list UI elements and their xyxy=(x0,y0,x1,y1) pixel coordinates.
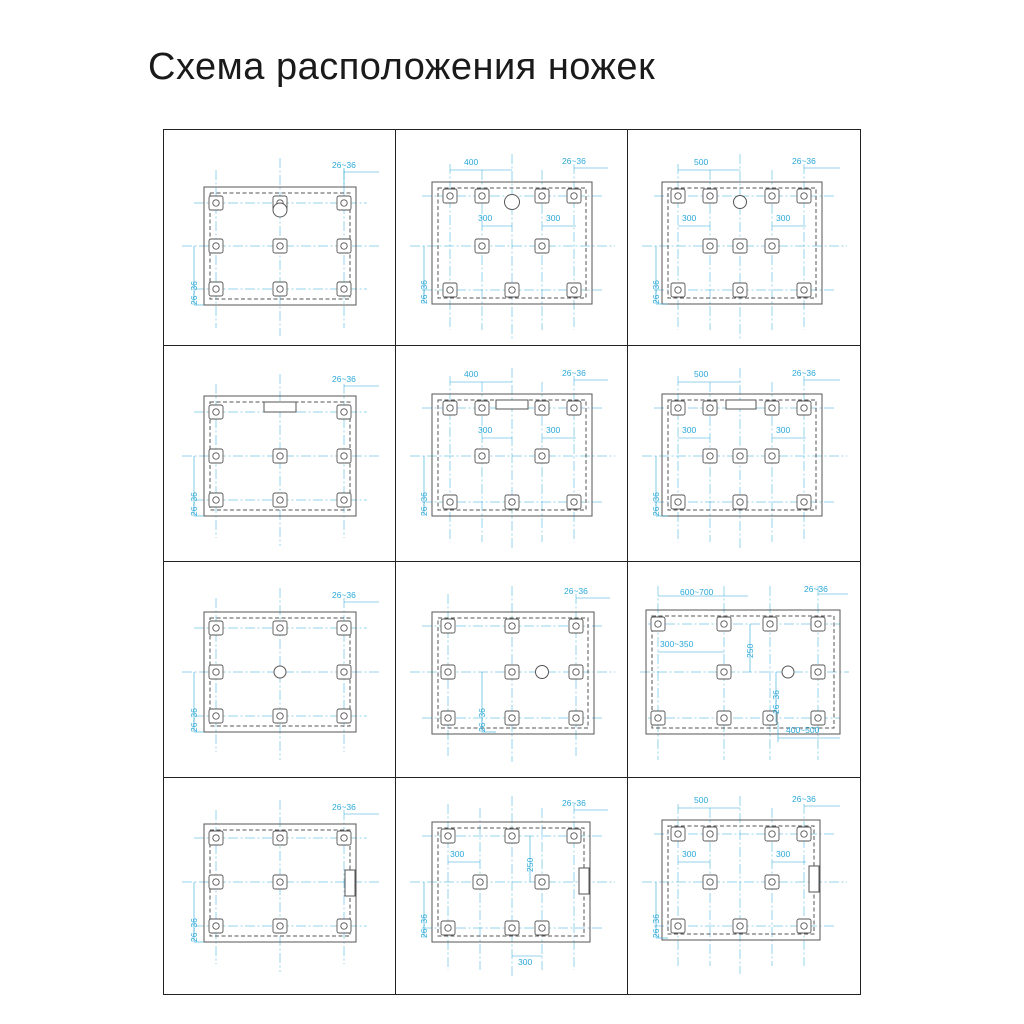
dim-label: 26~36 xyxy=(562,798,586,808)
dim-label: 250 xyxy=(525,857,535,872)
dim-label: 300 xyxy=(682,213,697,223)
schema-cell-1 xyxy=(164,130,396,346)
drawing-cell-11 xyxy=(396,778,627,994)
dim-label: 500 xyxy=(694,795,709,805)
dim-label: 26~36 xyxy=(477,708,487,732)
dim-label: 300 xyxy=(682,849,697,859)
dim-label: 26~36 xyxy=(419,280,429,304)
schema-cell-9 xyxy=(628,562,860,778)
dim-label: 26~36 xyxy=(792,156,816,166)
dim-label: 26~36 xyxy=(562,368,586,378)
drawing-cell-5 xyxy=(396,346,627,561)
dim-label: 300 xyxy=(776,849,791,859)
dim-label: 26~36 xyxy=(562,156,586,166)
schema-cell-3 xyxy=(628,130,860,346)
dim-label: 26~36 xyxy=(792,368,816,378)
dim-label: 26~36 xyxy=(189,492,199,516)
drawing-cell-3 xyxy=(628,130,860,345)
drawing-cell-6 xyxy=(628,346,860,561)
drawing-cell-1 xyxy=(164,130,395,345)
schema-cell-4 xyxy=(164,346,396,562)
dim-label: 300 xyxy=(518,957,533,967)
dim-label: 26~36 xyxy=(804,584,828,594)
drawing-cell-10 xyxy=(164,778,395,994)
schema-cell-12 xyxy=(628,778,860,994)
drawing-cell-8 xyxy=(396,562,627,777)
drawing-cell-7 xyxy=(164,562,395,777)
dim-label: 26~36 xyxy=(419,492,429,516)
drawing-cell-9 xyxy=(628,562,860,777)
dim-label: 300 xyxy=(478,213,493,223)
dim-label: 26~36 xyxy=(564,586,588,596)
schema-cell-2 xyxy=(396,130,628,346)
schema-cell-10 xyxy=(164,778,396,994)
dim-label: 26~36 xyxy=(651,280,661,304)
schema-cell-11 xyxy=(396,778,628,994)
dim-label: 300 xyxy=(546,425,561,435)
dim-label: 26~36 xyxy=(332,802,356,812)
page-title: Схема расположения ножек xyxy=(148,46,656,88)
dim-label: 300 xyxy=(776,213,791,223)
dim-label: 400 xyxy=(464,157,479,167)
drawing-cell-2 xyxy=(396,130,627,345)
schema-cell-5 xyxy=(396,346,628,562)
dim-label: 26~36 xyxy=(189,708,199,732)
drawing-cell-12 xyxy=(628,778,860,994)
dim-label: 300~350 xyxy=(660,639,694,649)
dim-label: 300 xyxy=(450,849,465,859)
schema-grid xyxy=(163,129,861,995)
dim-label: 500 xyxy=(694,369,709,379)
dim-label: 300 xyxy=(682,425,697,435)
dim-label: 400 xyxy=(464,369,479,379)
drawing-cell-4 xyxy=(164,346,395,561)
dim-label: 500 xyxy=(694,157,709,167)
dim-label: 250 xyxy=(745,643,755,658)
dim-label: 26~36 xyxy=(332,590,356,600)
dim-label: 26~36 xyxy=(771,690,781,714)
dim-label: 26~36 xyxy=(792,794,816,804)
dim-label: 26~36 xyxy=(189,918,199,942)
dim-label: 300 xyxy=(478,425,493,435)
dim-label: 300 xyxy=(776,425,791,435)
schema-cell-6 xyxy=(628,346,860,562)
dim-label: 300 xyxy=(546,213,561,223)
dim-label: 26~36 xyxy=(332,160,356,170)
dim-label: 400~500 xyxy=(786,725,820,735)
dim-label: 26~36 xyxy=(651,492,661,516)
dim-label: 600~700 xyxy=(680,587,714,597)
dim-label: 26~36 xyxy=(332,374,356,384)
schema-cell-7 xyxy=(164,562,396,778)
schema-cell-8 xyxy=(396,562,628,778)
dim-label: 26~36 xyxy=(189,281,199,305)
dim-label: 26~36 xyxy=(419,914,429,938)
dim-label: 26~36 xyxy=(651,914,661,938)
